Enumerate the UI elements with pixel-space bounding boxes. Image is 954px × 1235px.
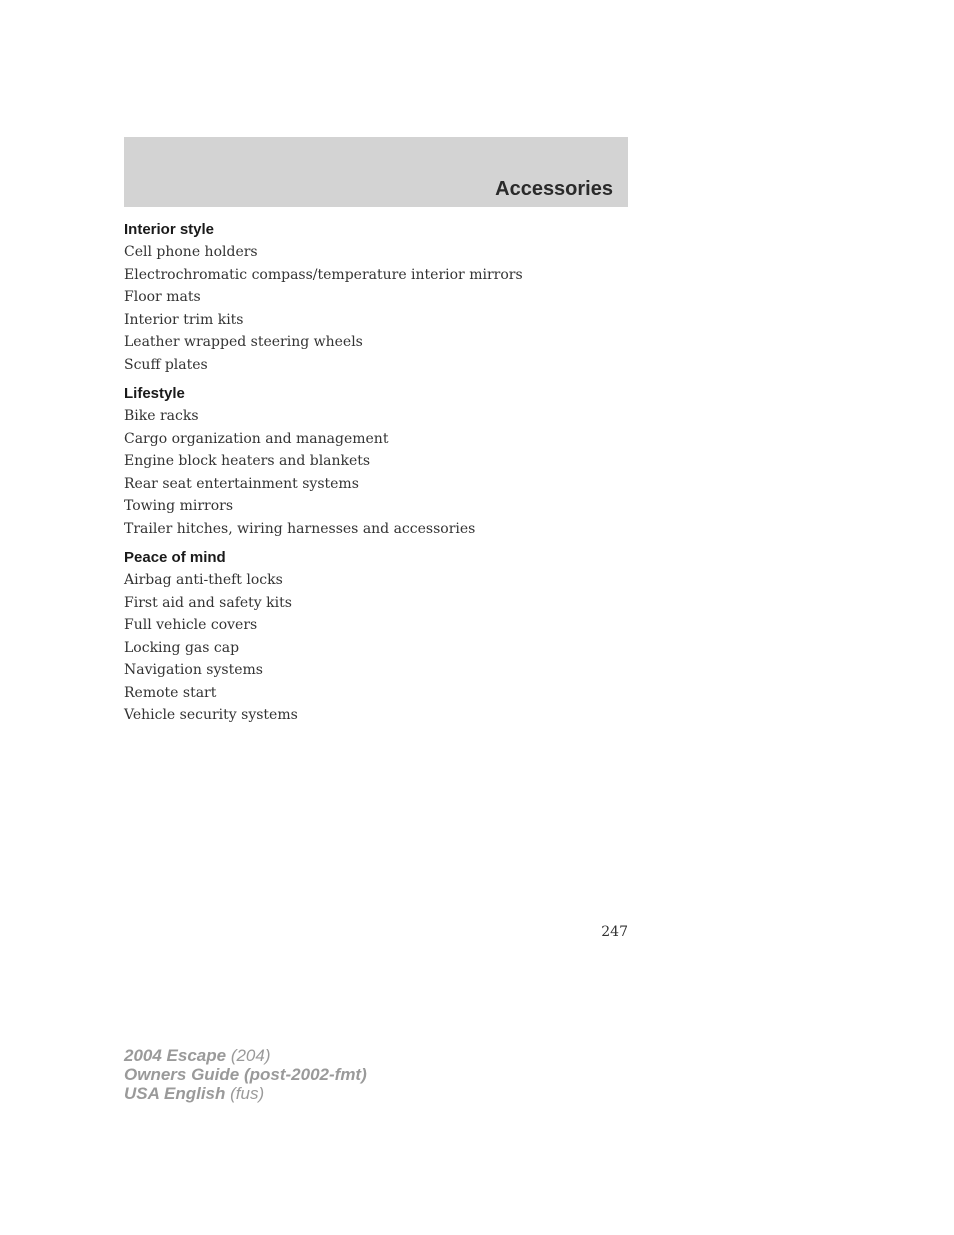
list-item: Navigation systems	[124, 662, 263, 678]
footer-language-code: (fus)	[225, 1084, 265, 1103]
footer-line-model	[124, 1046, 367, 1065]
section-heading: Lifestyle	[124, 385, 185, 402]
header-band	[124, 137, 628, 207]
footer-language: USA English	[124, 1084, 226, 1103]
list-item: Airbag anti-theft locks	[124, 572, 283, 588]
footer-guide: Owners Guide (post-2002-fmt)	[124, 1065, 367, 1084]
section-heading: Peace of mind	[124, 549, 226, 566]
list-item: Vehicle security systems	[124, 707, 298, 723]
list-item: Rear seat entertainment systems	[124, 475, 359, 492]
list-item: Bike racks	[124, 408, 199, 424]
list-item: Towing mirrors	[124, 498, 234, 514]
list-item: Engine block heaters and blankets	[124, 453, 371, 469]
list-item: Scuff plates	[124, 356, 208, 373]
list-item: Locking gas cap	[124, 639, 240, 656]
list-item: Full vehicle covers	[124, 617, 258, 633]
page-title: Accessories	[495, 178, 613, 200]
section-heading: Interior style	[124, 221, 215, 238]
list-item: Remote start	[124, 684, 217, 701]
list-item: Electrochromatic compass/temperature interior mirrors	[124, 266, 523, 283]
item-list	[124, 241, 628, 376]
document-footer	[124, 1046, 367, 1103]
page-number: 247	[601, 924, 628, 940]
footer-model-code: (204)	[226, 1046, 271, 1065]
section-interior-style	[124, 219, 628, 376]
list-item: Floor mats	[124, 289, 201, 305]
list-item: First aid and safety kits	[124, 594, 292, 611]
accessory-list	[124, 219, 628, 734]
list-item: Leather wrapped steering wheels	[124, 334, 363, 350]
list-item: Cell phone holders	[124, 244, 258, 260]
item-list	[124, 405, 628, 540]
list-item: Interior trim kits	[124, 311, 244, 328]
footer-line-language	[124, 1084, 367, 1103]
list-item: Cargo organization and management	[124, 430, 389, 447]
item-list	[124, 569, 628, 727]
section-lifestyle	[124, 383, 628, 540]
footer-model: 2004 Escape	[124, 1046, 227, 1065]
footer-line-guide	[124, 1065, 367, 1084]
list-item: Trailer hitches, wiring harnesses and accessories	[124, 520, 476, 537]
section-peace-of-mind	[124, 547, 628, 727]
